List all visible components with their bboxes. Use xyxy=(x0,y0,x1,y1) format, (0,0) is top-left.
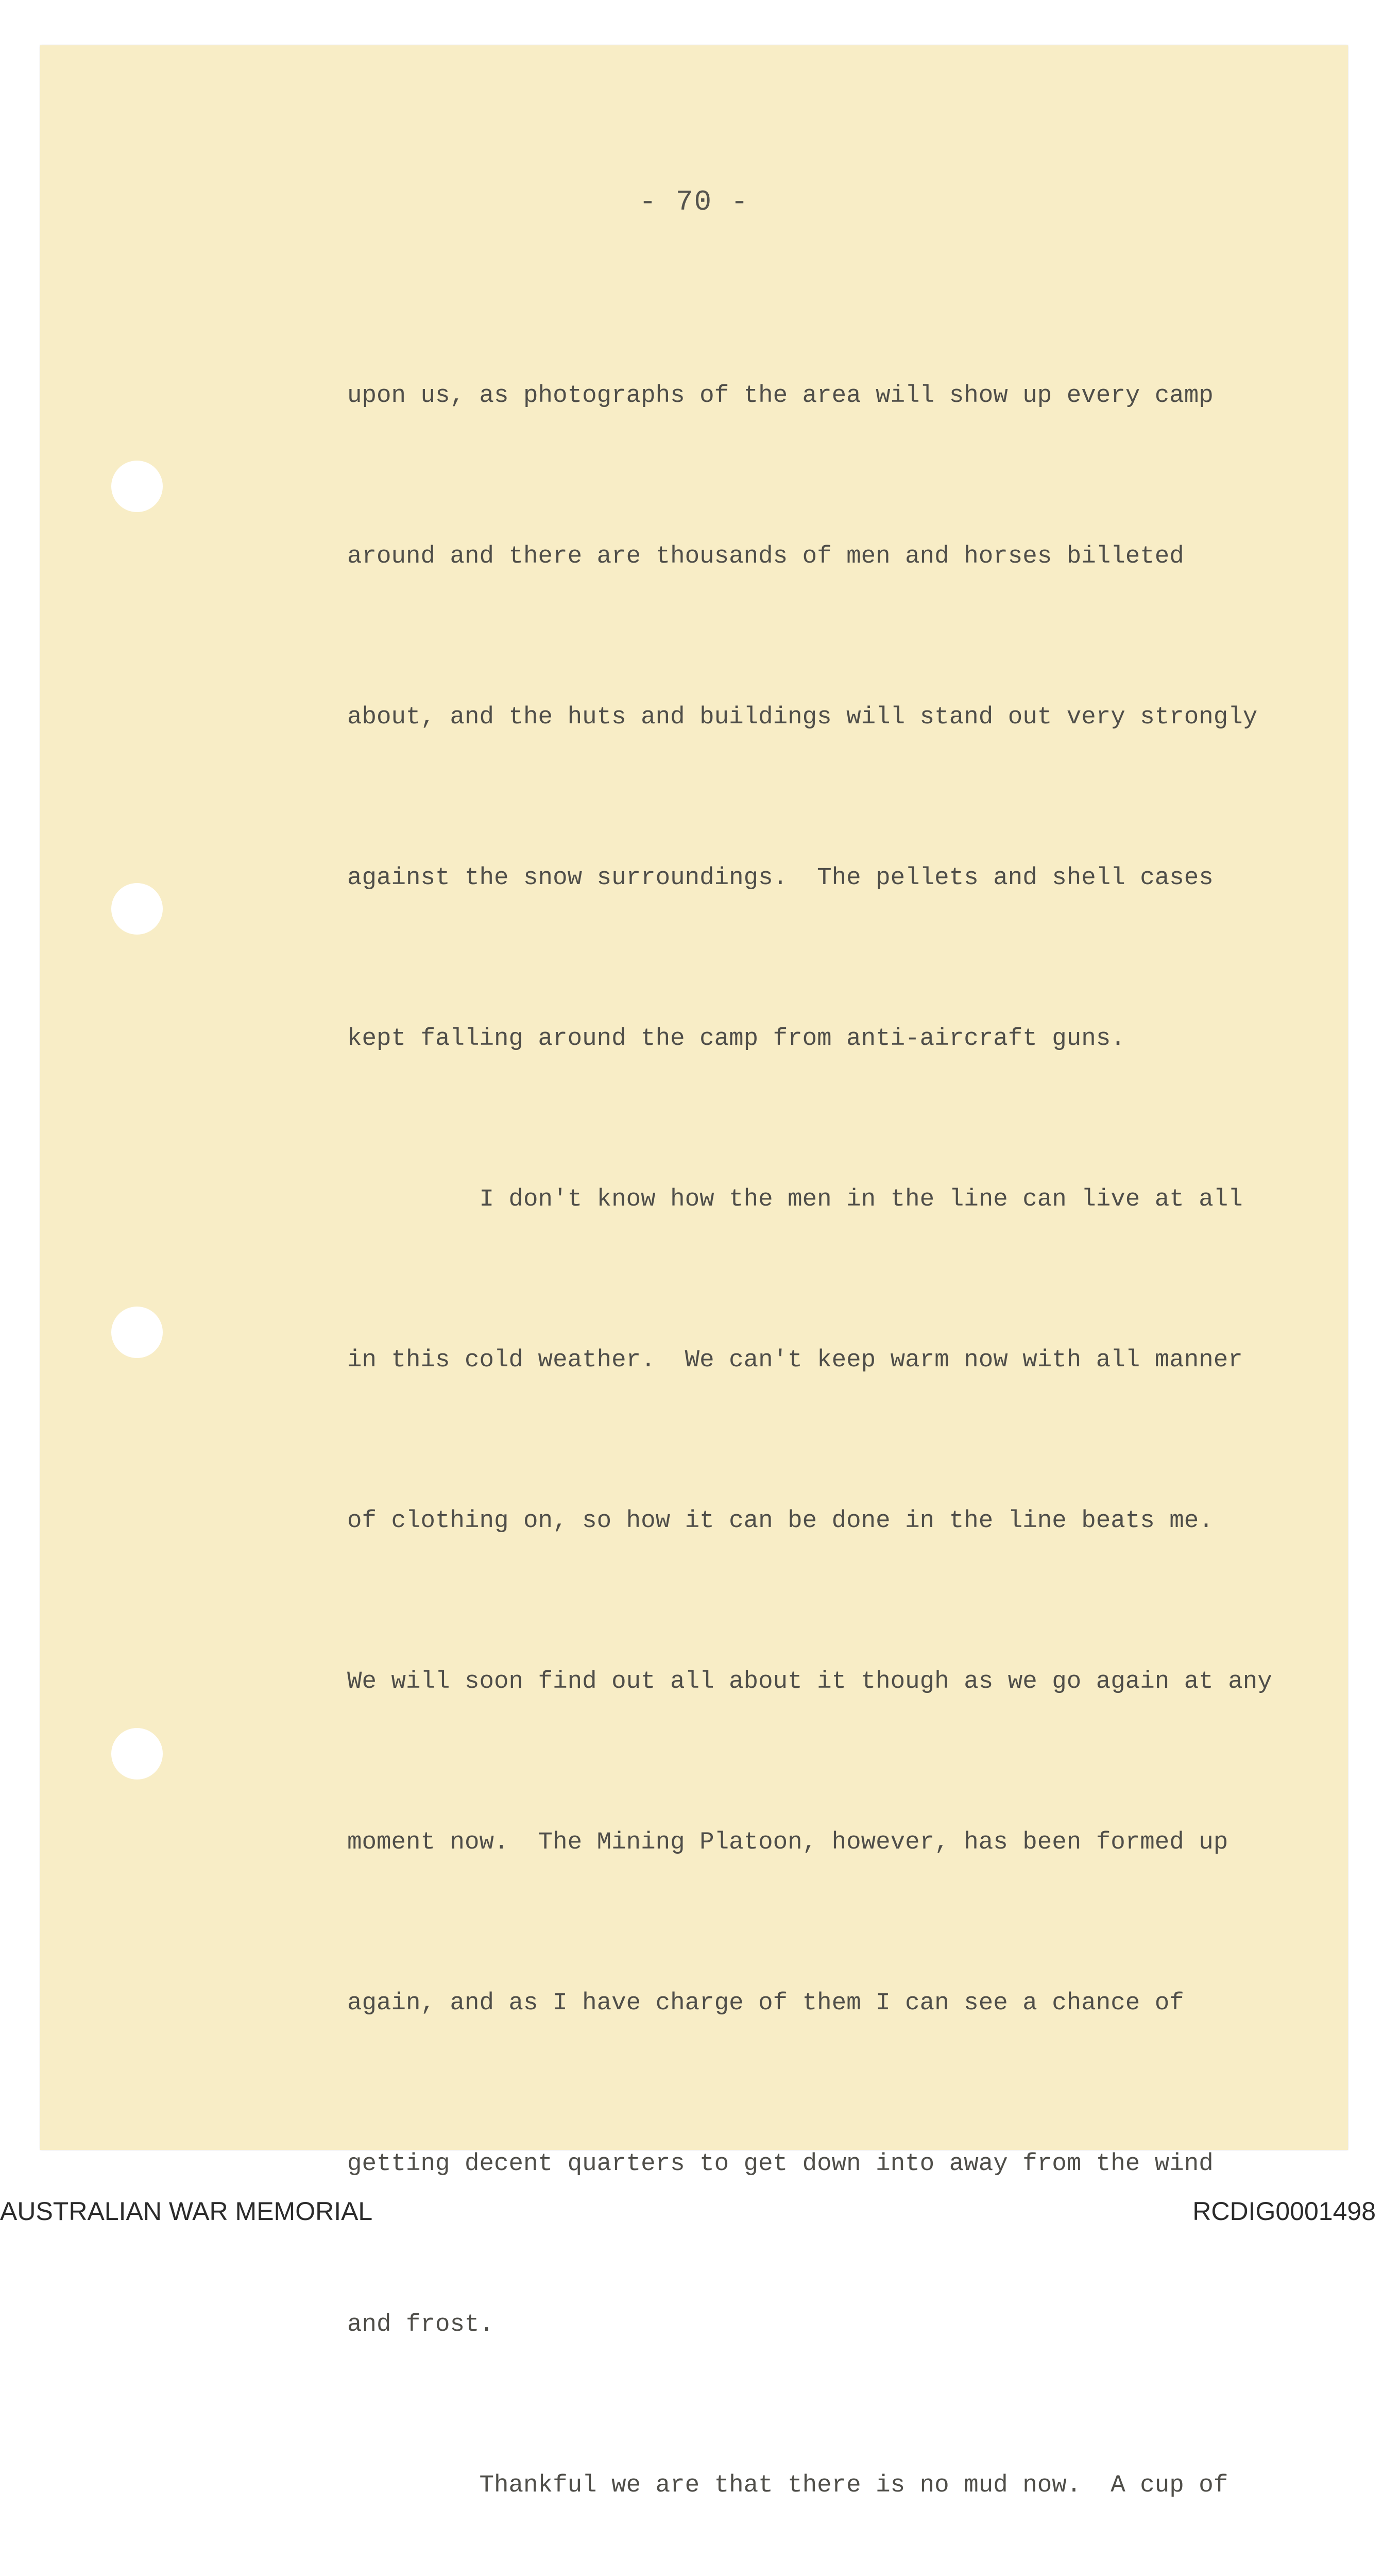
text-line: again, and as I have charge of them I can see a chance of xyxy=(347,1989,1184,2017)
page-number: - 70 - xyxy=(639,185,749,218)
footer-archive-name: AUSTRALIAN WAR MEMORIAL xyxy=(0,2197,373,2226)
text-line: I don't know how the men in the line can live at all xyxy=(347,1185,1243,1213)
text-line: We will soon find out all about it though as we go again at any xyxy=(347,1668,1272,1696)
text-line: upon us, as photographs of the area will show up every camp xyxy=(347,382,1214,410)
text-line: in this cold weather. We can't keep warm now with all manner xyxy=(347,1346,1243,1374)
punch-hole xyxy=(111,1728,163,1780)
text-line: moment now. The Mining Platoon, however, has been formed up xyxy=(347,1828,1228,1856)
typed-body xyxy=(347,262,1367,2576)
punch-hole xyxy=(111,883,163,935)
text-line: of clothing on, so how it can be done in the line beats me. xyxy=(347,1507,1214,1535)
punch-hole xyxy=(111,461,163,512)
text-line: against the snow surroundings. The pellets and shell cases xyxy=(347,864,1214,892)
text-line: around and there are thousands of men and horses billeted xyxy=(347,543,1184,570)
text-line: getting decent quarters to get down into away from the wind xyxy=(347,2150,1214,2178)
text-line: and frost. xyxy=(347,2311,494,2338)
text-line: kept falling around the camp from anti-aircraft guns. xyxy=(347,1025,1125,1053)
footer-record-id: RCDIG0001498 xyxy=(1192,2197,1376,2226)
punch-hole xyxy=(111,1307,163,1358)
text-line: about, and the huts and buildings will stand out very strongly xyxy=(347,703,1258,731)
text-line: Thankful we are that there is no mud now. A cup of xyxy=(347,2471,1228,2499)
